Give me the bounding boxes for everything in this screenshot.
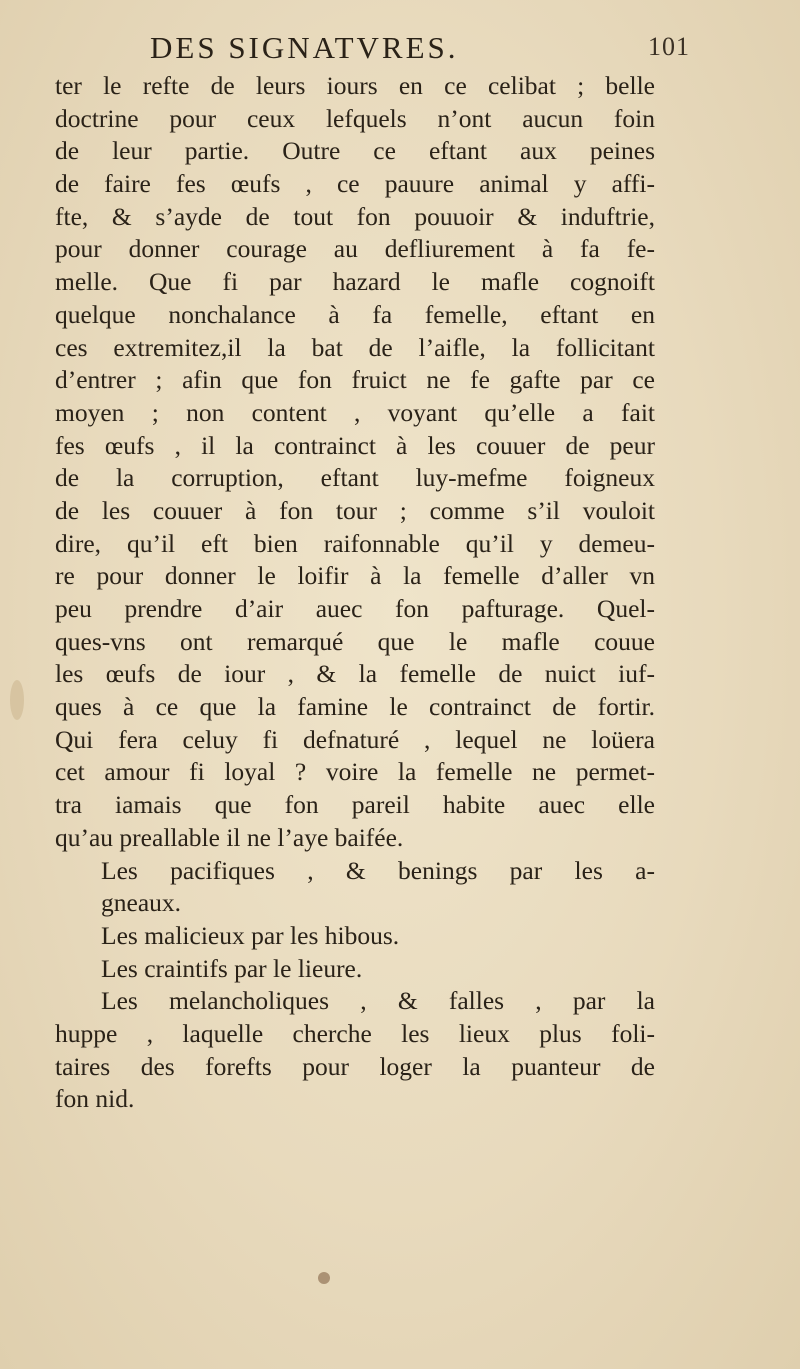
text-line: fon nid. (55, 1084, 135, 1114)
paper-foxing-spot (10, 680, 24, 720)
text-line: ter le refte de leurs iours en ce celibat ; belle (55, 71, 655, 100)
text-line: re pour donner le loifir à la femelle d’aller vn (55, 561, 655, 591)
text-line: tra iamais que fon pareil habite auec elle (55, 790, 655, 820)
text-line: de les couuer à fon tour ; comme s’il vouloit (55, 495, 655, 525)
text-line: Les malicieux par les hibous. (101, 920, 400, 950)
text-line: fes œufs , il la contrainct à les couuer de peur (55, 430, 655, 460)
text-line: huppe , laquelle cherche les lieux plus foli- (55, 1018, 655, 1048)
text-line: quelque nonchalance à fa femelle, eftant en (55, 299, 655, 329)
text-line: de leur partie. Outre ce eftant aux peines (55, 136, 655, 166)
text-line: ques-vns ont remarqué que le mafle couue (55, 626, 655, 656)
text-line: peu prendre d’air auec fon pafturage. Quel- (55, 594, 655, 623)
paper-foxing-spot (318, 1272, 330, 1284)
body-text (55, 70, 655, 1116)
text-line: Les melancholiques , & falles , par la (101, 986, 655, 1016)
text-line: melle. Que fi par hazard le mafle cognoift (55, 267, 655, 297)
text-line: moyen ; non content , voyant qu’elle a fait (55, 397, 655, 427)
text-line: taires des forefts pour loger la puanteur de (55, 1051, 655, 1081)
text-line: de faire fes œufs , ce pauure animal y affi- (55, 169, 655, 199)
page-header (150, 30, 690, 74)
text-line: d’entrer ; afin que fon fruict ne fe gafte par ce (55, 365, 655, 395)
page-number: 101 (648, 32, 690, 61)
text-line: de la corruption, eftant luy-mefme foigneux (55, 463, 655, 493)
text-line: gneaux. (101, 888, 182, 918)
text-line: Qui fera celuy fi defnaturé , lequel ne loüera (55, 724, 655, 754)
text-line: Les pacifiques , & benings par les a- (101, 855, 655, 885)
text-line: Les craintifs par le lieure. (101, 953, 363, 983)
text-line: dire, qu’il eft bien raifonnable qu’il y demeu- (55, 528, 655, 558)
text-line: ces extremitez,il la bat de l’aifle, la follicitant (55, 332, 655, 362)
text-line: pour donner courage au defliurement à fa fe- (55, 234, 655, 264)
text-line: qu’au preallable il ne l’aye baifée. (55, 822, 404, 852)
text-line: ques à ce que la famine le contrainct de fortir. (55, 692, 655, 722)
text-line: cet amour fi loyal ? voire la femelle ne permet- (55, 757, 655, 787)
text-line: les œufs de iour , & la femelle de nuict iuf- (55, 659, 655, 689)
text-line: fte, & s’ayde de tout fon pouuoir & induftrie, (55, 201, 655, 231)
text-line: doctrine pour ceux lefquels n’ont aucun foin (55, 103, 655, 133)
running-head: DES SIGNATVRES. (150, 30, 459, 65)
